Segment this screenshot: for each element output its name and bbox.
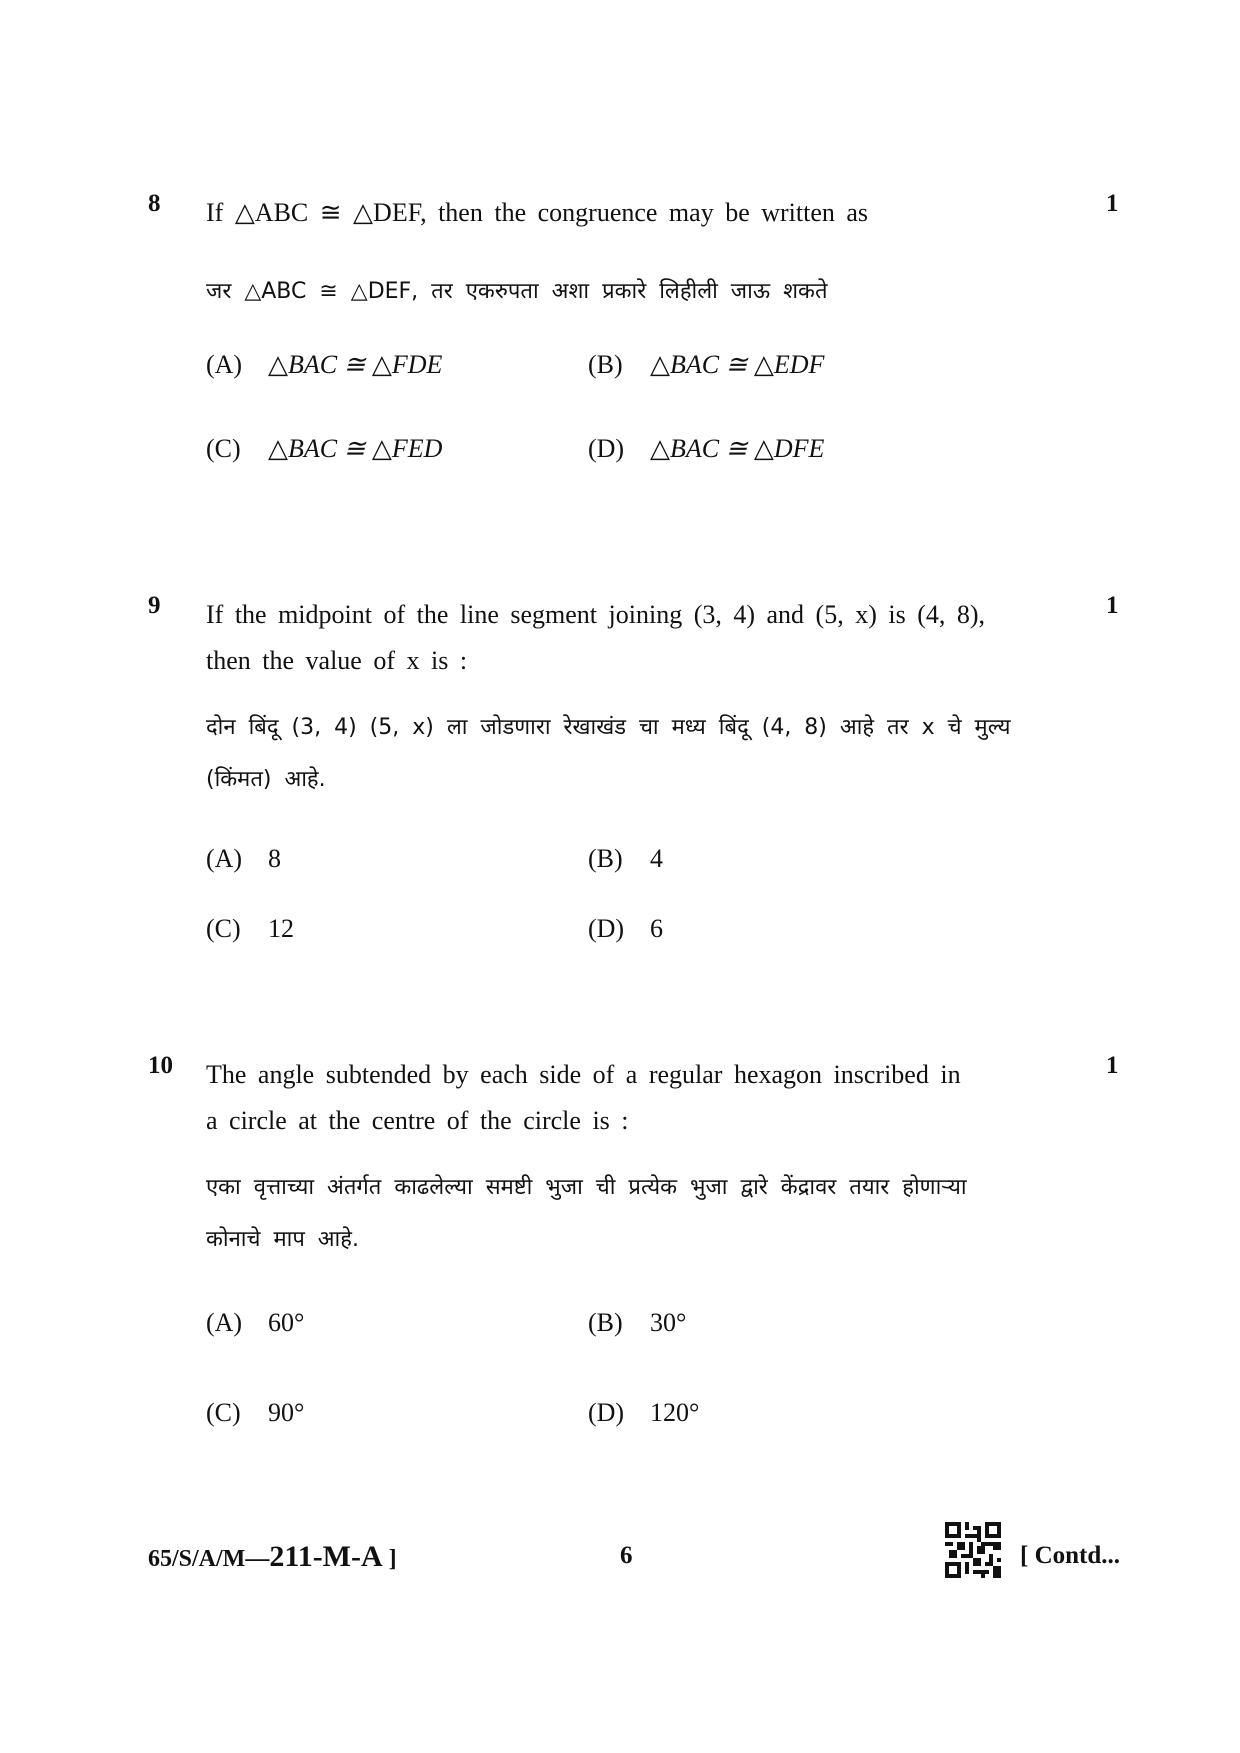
page-footer [0,1540,1240,1600]
paper-code-suffix: ] [382,1546,397,1572]
page-number: 6 [620,1542,633,1569]
question-text-english [206,592,1056,684]
option-text: △BAC ≅ △FDE [268,350,443,379]
question-number: 9 [148,592,161,619]
question-text-marathi [206,1162,1056,1266]
option-label: (A) [206,350,243,379]
question-line: a circle at the centre of the circle is : [206,1106,629,1135]
question-number: 10 [148,1052,173,1079]
question-text-marathi: जर △ABC ≅ △DEF, तर एकरुपता अशा प्रकारे लिहीली जाऊ शकते [206,279,828,304]
option-text: 90° [268,1398,305,1427]
question-line: The angle subtended by each side of a regular hexagon inscribed in [206,1060,961,1089]
option-text: 30° [650,1308,687,1337]
question-text-marathi [206,702,1056,806]
option-a [206,844,281,874]
option-text: 60° [268,1308,305,1337]
option-label: (C) [206,1398,241,1427]
option-text: △BAC ≅ △FED [268,434,443,463]
option-label: (C) [206,434,241,463]
question-line: If the midpoint of the line segment joining (3, 4) and (5, x) is (4, 8), [206,600,986,629]
question-marks: 1 [1106,1052,1119,1079]
option-label: (B) [588,350,623,379]
option-b [588,844,663,874]
question-text-english: If △ABC ≅ △DEF, then the congruence may be written as [206,198,869,227]
option-label: (A) [206,844,243,873]
option-b [588,350,824,380]
option-label: (C) [206,914,241,943]
option-text: 6 [650,914,663,943]
option-d [588,434,824,464]
option-a [206,1308,304,1338]
option-text: 8 [268,844,281,873]
option-d [588,1398,699,1428]
question-number: 8 [148,190,161,217]
option-a [206,350,442,380]
option-text: △BAC ≅ △DFE [650,434,825,463]
question-marks: 1 [1106,592,1119,619]
option-label: (B) [588,1308,623,1337]
option-text: 4 [650,844,663,873]
question-marks: 1 [1106,190,1119,217]
option-label: (D) [588,914,625,943]
option-d [588,914,663,944]
paper-code-prefix: 65/S/A/M— [148,1546,270,1572]
option-text: △BAC ≅ △EDF [650,350,825,379]
option-label: (D) [588,1398,625,1427]
paper-code-main: 211-M-A [269,1540,383,1573]
question-line: एका वृत्ताच्या अंतर्गत काढलेल्या समष्टी भुजा ची प्रत्येक भुजा द्वारे केंद्रावर तयार होणाऱ्या [206,1175,967,1200]
option-label: (D) [588,434,625,463]
question-line: (किंमत) आहे. [206,767,326,792]
continued-label: [ Contd... [1020,1542,1121,1569]
option-text: 120° [650,1398,700,1427]
option-b [588,1308,686,1338]
question-text-english [206,1052,1056,1144]
option-label: (A) [206,1308,243,1337]
option-c [206,434,442,464]
qr-code-icon [945,1522,1001,1578]
paper-code [148,1540,397,1574]
option-c [206,914,294,944]
option-label: (B) [588,844,623,873]
question-line: कोनाचे माप आहे. [206,1227,359,1252]
option-text: 12 [268,914,294,943]
question-line: then the value of x is : [206,646,468,675]
question-line: दोन बिंदू (3, 4) (5, x) ला जोडणारा रेखाखंड चा मध्य बिंदू (4, 8) आहे तर x चे मुल्य [206,715,1011,740]
option-c [206,1398,304,1428]
